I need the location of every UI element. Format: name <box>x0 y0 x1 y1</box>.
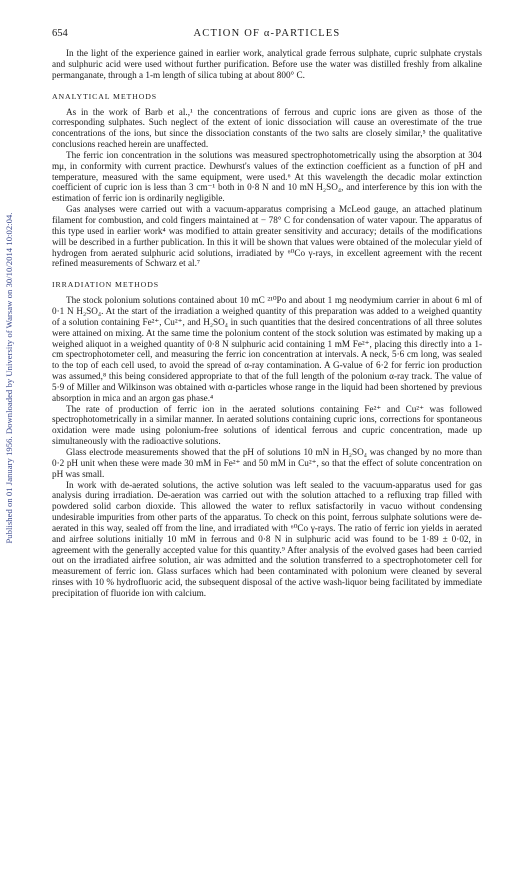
paragraph: In work with de-aerated solutions, the active solution was left sealed to the vacuum-apparatus used for gas analysis during irradiation. De-aeration was carried out with the solution attached to a refluxing trap filled with powdered solid carbon dioxide. This allowed the water to reflux satisfactorily in vacuo without condensing undesirable impurities from other parts of the apparatus. To check on this point, ferrous sulphate solutions were de-aerated in this way, sealed off from the line, and irradiated with ⁶⁰Co γ-rays. The ratio of ferric ion yields in aerated and airfree solutions initially 10 mM in ferrous and 0·8 N in sulphuric acid was found to be 1·89 ± 0·02, in agreement with the generally accepted value for this quantity.⁹ After analysis of the evolved gases had been carried out on the irradiated airfree solution, air was admitted and the solution transferred to a spectrophotometer cell for measurement of ferric ion. Glass surfaces which had been contaminated with polonium were cleaned by several rinses with 10 % hydrofluoric acid, the subsequent disposal of the active wash-liquor being facilitated by immediate precipitation of fluoride ion with calcium. <box>52 479 482 598</box>
paragraph: As in the work of Barb et al.,¹ the concentrations of ferrous and cupric ions are given as those of the corresponding sulphates. Such neglect of the extent of ionic dissociation will cause an overestimate of the true concentrations of the ions, but since the dissociation constants of the two salts are closely similar,⁵ the qualitative conclusions reached herein are unaffected. <box>52 106 482 150</box>
paragraph: The stock polonium solutions contained about 10 mC ²¹⁰Po and about 1 mg neodymium carrier in about 6 ml of 0·1 N H₂SO₄. At the start of the irradiation a weighed quantity of this preparation was added to a weighed quantity of a solution containing Fe²⁺, Cu²⁺, and H₂SO₄ in such quantities that the desired concentrations of all three solutes were attained on mixing. At the same time the polonium content of the stock solution was estimated by making up a weighed aliquot in a weighed quantity of 0·8 N sulphuric acid containing 1 mM Fe²⁺, placing this directly into a 1-cm spectrophotometer cell, and measuring the ferric ion concentration at intervals. A neck, 5·6 cm long, was sealed to the top of each cell used, to avoid the spread of α-ray contamination. A G-value of 6·2 for ferric ion production was assumed,⁸ this being considered appropriate to that of the full length of the polonium α-ray track. The value of 5·9 of Miller and Wilkinson was obtained with α-particles whose range in the liquid had been shortened by previous absorption in mica and an argon gas phase.⁴ <box>52 295 482 403</box>
running-title: ACTION OF α-PARTICLES <box>193 28 341 39</box>
article-page <box>52 28 482 599</box>
section-heading-analytical: ANALYTICAL METHODS <box>52 91 158 101</box>
paragraph: The rate of production of ferric ion in the aerated solutions containing Fe²⁺ and Cu²⁺ was followed spectrophotometrically in a similar manner. In aerated solutions containing cupric ions, corrections for spontaneous oxidation were made using polonium-free solutions of identical ferrous and cupric concentration, made up simultaneously with the radioactive solutions. <box>52 403 482 447</box>
download-notice <box>2 118 16 638</box>
page-header <box>52 28 482 42</box>
section-heading-irradiation: IRRADIATION METHODS <box>52 280 159 290</box>
paragraph: The ferric ion concentration in the solutions was measured spectrophotometrically using the absorption at 304 mμ, in conformity with current practice. Dewhurst's values of the extinction coefficient as a function of pH and temperature, measured with the same equipment, were used.⁶ At this wavelength the decadic molar extinction coefficient of cupric ion is less than 3 cm⁻¹ both in 0·8 N and 10 mN H₂SO₄, and interference by this ion with the estimation of ferric ion is ordinarily negligible. <box>52 149 482 204</box>
paragraph: Glass electrode measurements showed that the pH of solutions 10 mN in H₂SO₄ was changed by no more than 0·2 pH unit when these were made 30 mM in Fe²⁺ and 50 mM in Cu²⁺, so that the effect of solute concentration on pH was small. <box>52 447 482 479</box>
page-number: 654 <box>52 28 68 39</box>
download-notice-text: Published on 01 January 1956. Downloaded by University of Warsaw on 30/10/2014 10:02:04. <box>4 212 14 544</box>
intro-paragraph: In the light of the experience gained in earlier work, analytical grade ferrous sulphate, cupric sulphate crystals and sulphuric acid were used without further purification. Before use the water was distilled freshly from alkaline permanganate, through a 1-m length of silica tubing at about 800° C. <box>52 48 482 80</box>
paragraph: Gas analyses were carried out with a vacuum-apparatus comprising a McLeod gauge, an attached platinum filament for combustion, and cold fingers maintained at − 78° C for condensation of water vapour. The apparatus of this type used in earlier work⁴ was modified to attain greater sensitivity and accuracy; details of the modifications will be described in a further publication. In this it will be shown that values were obtained of the molecular yield of hydrogen from aerated sulphuric acid solutions, irradiated by ⁶⁰Co γ-rays, in excellent agreement with the recent refined measurements of Schwarz et al.⁷ <box>52 204 482 269</box>
